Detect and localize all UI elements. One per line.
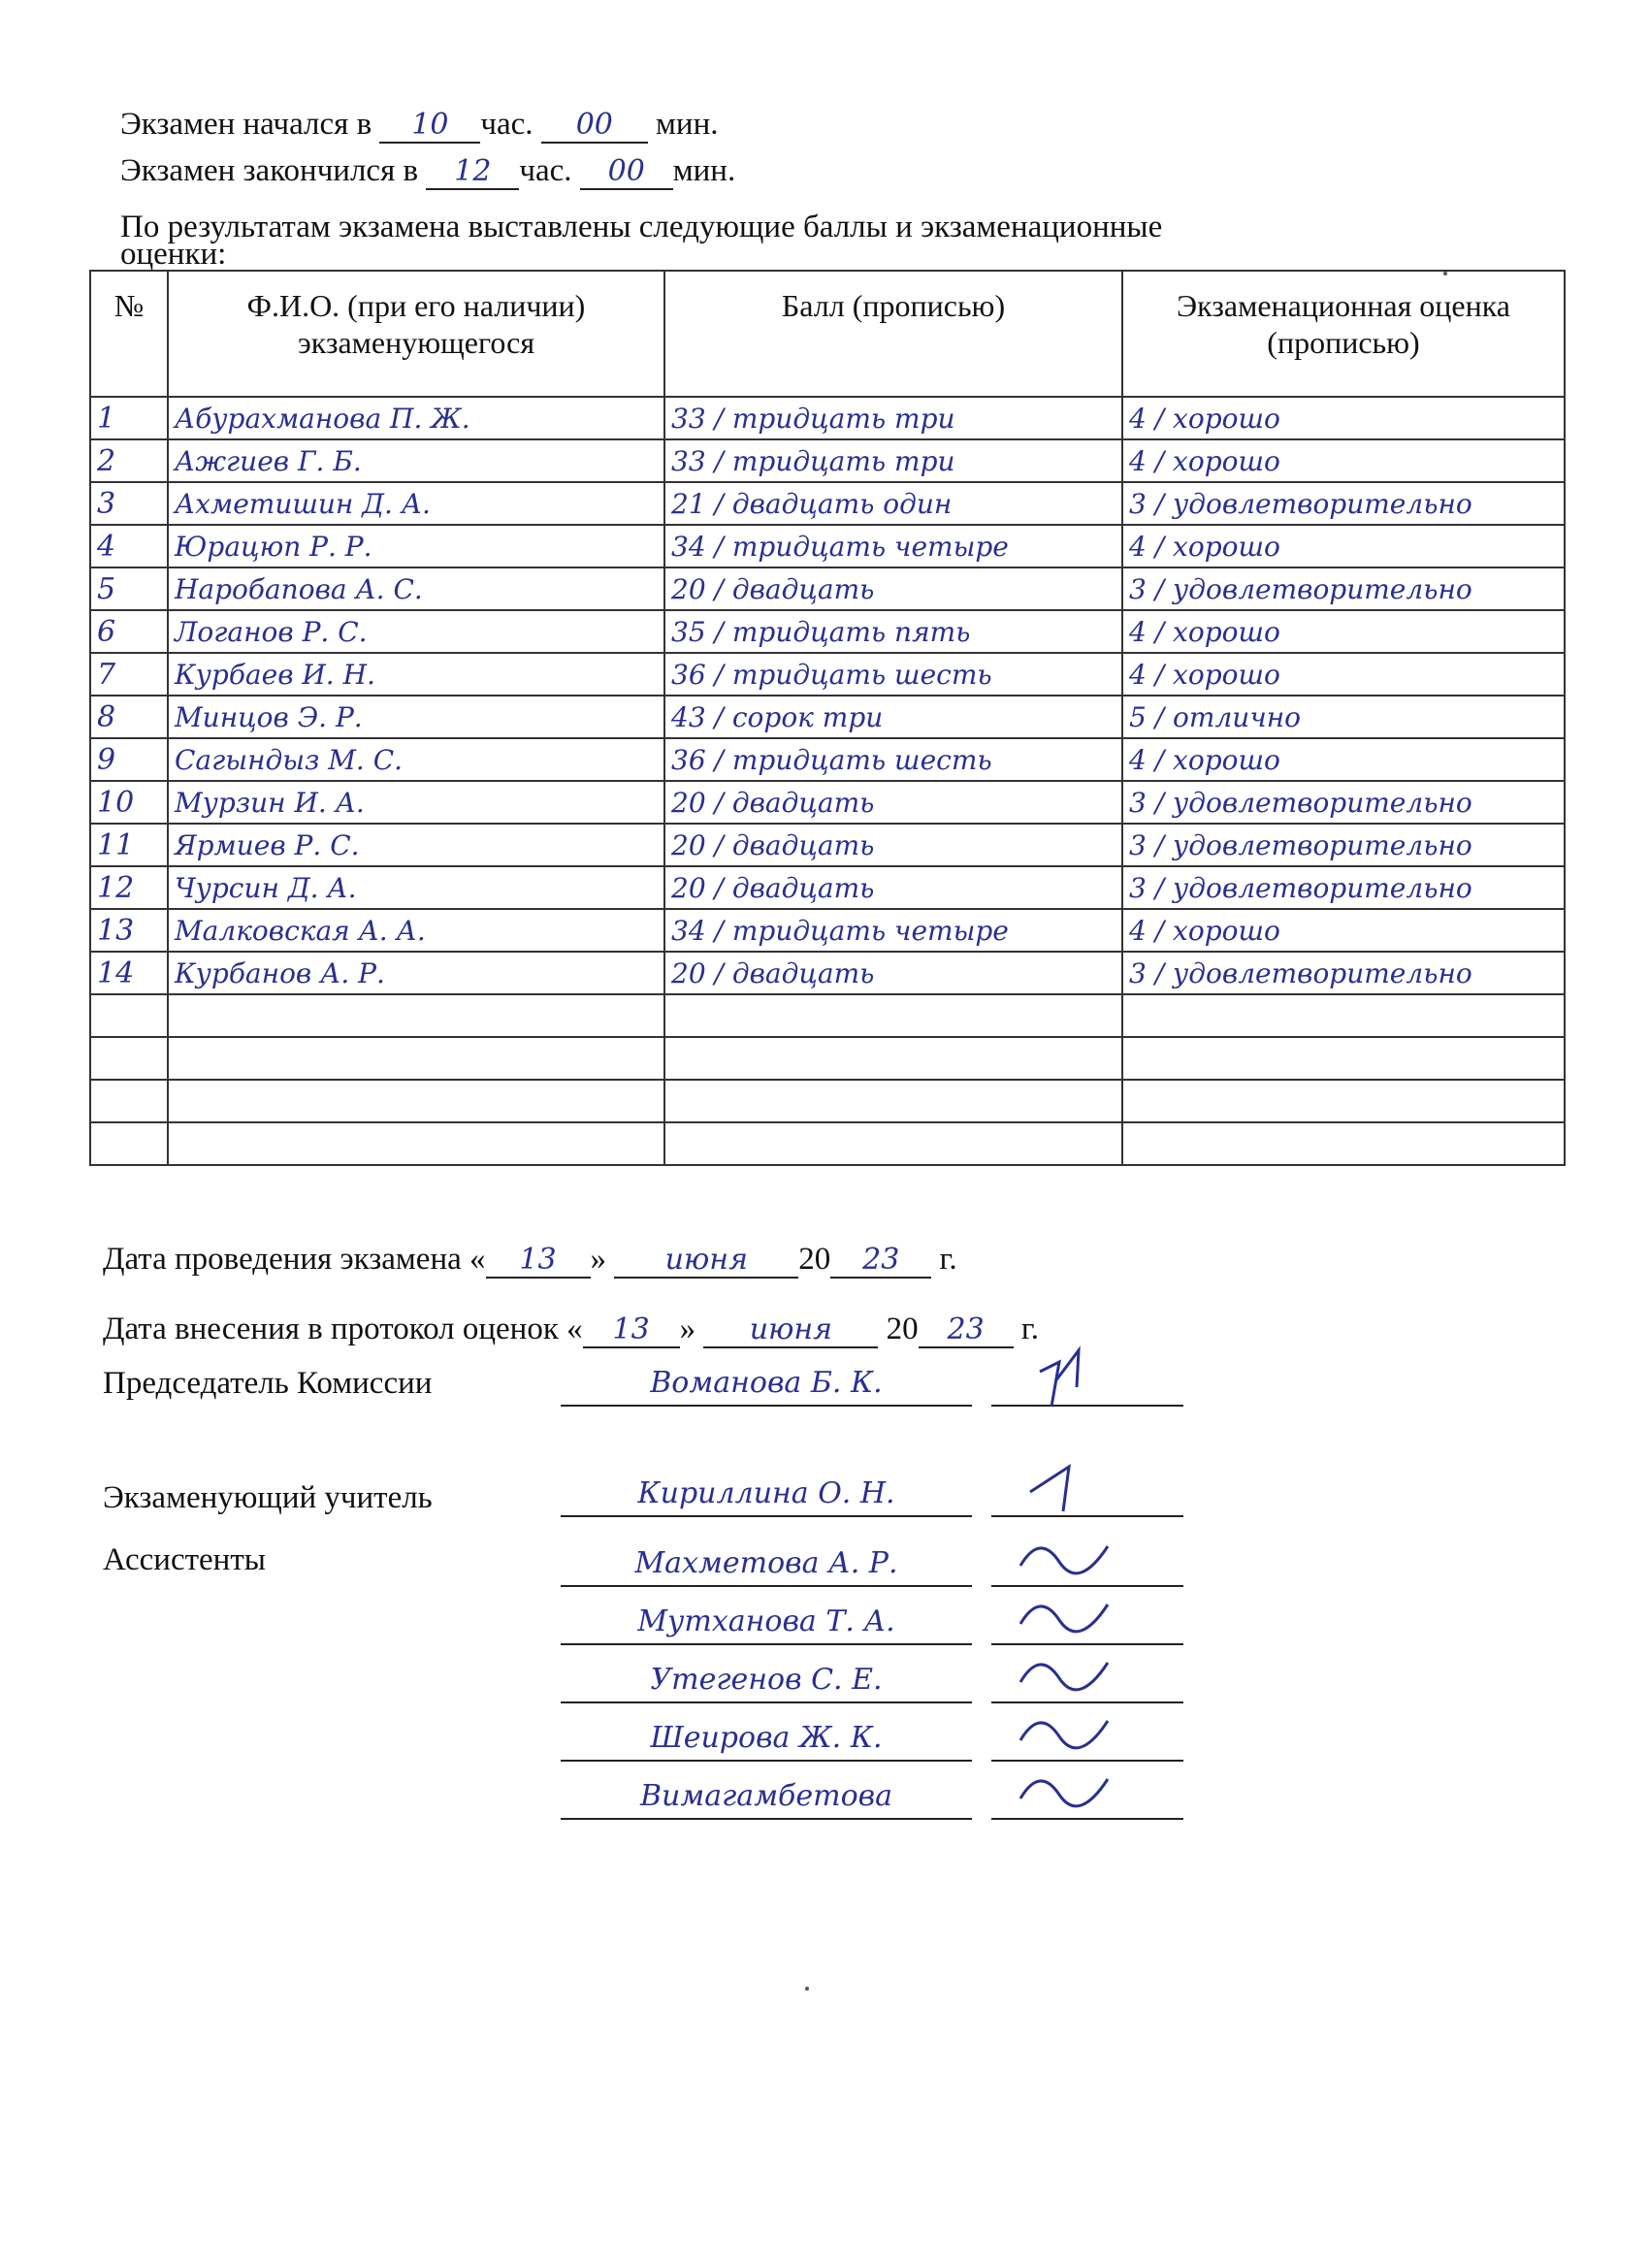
score-cell[interactable]: 20 / двадцать [664,952,1122,994]
row-number-cell[interactable]: 12 [90,866,168,909]
empty-cell[interactable] [90,1037,168,1080]
score-cell[interactable]: 43 / сорок три [664,696,1122,738]
record-date-line [103,1310,1039,1348]
empty-cell[interactable] [90,1122,168,1165]
end-min-field[interactable]: 00 [580,155,673,190]
teacher-name-field[interactable]: Кириллина О. Н. [561,1473,972,1517]
signature-mark-icon [1001,1581,1127,1639]
row-number-cell[interactable]: 7 [90,653,168,696]
score-cell[interactable]: 20 / двадцать [664,824,1122,866]
table-row [90,525,1565,567]
student-name-cell[interactable]: Юрацюп Р. Р. [168,525,664,567]
chair-label: Председатель Комиссии [103,1366,433,1401]
exam-date-label: Дата проведения экзамена « [103,1242,486,1277]
grade-cell[interactable]: 4 / хорошо [1122,909,1565,952]
teacher-signature [991,1473,1183,1517]
student-name-cell[interactable]: Минцов Э. Р. [168,696,664,738]
start-min-field[interactable]: 00 [541,109,648,144]
student-name-cell[interactable]: Сагындыз М. С. [168,738,664,781]
empty-cell[interactable] [1122,1122,1565,1165]
grade-cell[interactable]: 3 / удовлетворительно [1122,567,1565,610]
row-number-cell[interactable]: 14 [90,952,168,994]
empty-cell[interactable] [90,994,168,1037]
grade-cell[interactable]: 4 / хорошо [1122,439,1565,482]
table-row [90,824,1565,866]
row-number-cell[interactable]: 9 [90,738,168,781]
exam-date-line [103,1240,957,1279]
exam-year-field[interactable]: 23 [830,1244,931,1279]
grades-body [90,397,1565,1165]
grade-cell[interactable]: 4 / хорошо [1122,525,1565,567]
row-number-cell[interactable]: 3 [90,482,168,525]
empty-cell[interactable] [664,1037,1122,1080]
score-cell[interactable]: 34 / тридцать четыре [664,909,1122,952]
exam-end-line [120,151,735,190]
grade-cell[interactable]: 4 / хорошо [1122,610,1565,653]
year-suffix: г. [939,1242,957,1277]
col-header-score: Балл (прописью) [664,271,1122,397]
col-header-name: Ф.И.О. (при его наличии) экзаменующегося [168,271,664,397]
assistant-name-field[interactable]: Утегенов С. Е. [561,1659,972,1703]
exam-day-field[interactable]: 13 [486,1244,591,1279]
row-number-cell[interactable]: 13 [90,909,168,952]
scan-speck [1443,272,1447,275]
empty-cell[interactable] [664,994,1122,1037]
student-name-cell[interactable]: Курбаев И. Н. [168,653,664,696]
row-number-cell[interactable]: 2 [90,439,168,482]
table-row [90,909,1565,952]
assistant-signature [991,1775,1183,1820]
grade-cell[interactable]: 3 / удовлетворительно [1122,781,1565,824]
empty-table-row [90,1037,1565,1080]
assistant-name-field[interactable]: Мутханова Т. А. [561,1601,972,1645]
score-cell[interactable]: 36 / тридцать шесть [664,738,1122,781]
empty-table-row [90,994,1565,1037]
empty-cell[interactable] [168,1080,664,1122]
empty-cell[interactable] [664,1122,1122,1165]
signature-mark-icon [1001,1523,1127,1581]
score-cell[interactable]: 36 / тридцать шесть [664,653,1122,696]
min-label: мин. [656,107,719,142]
empty-cell[interactable] [168,1122,664,1165]
empty-cell[interactable] [664,1080,1122,1122]
record-date-label: Дата внесения в протокол оценок « [103,1312,583,1346]
table-row [90,738,1565,781]
student-name-cell[interactable]: Мурзин И. А. [168,781,664,824]
table-row [90,653,1565,696]
exam-month-field[interactable]: июня [614,1244,798,1279]
table-row [90,567,1565,610]
grade-cell[interactable]: 3 / удовлетворительно [1122,824,1565,866]
table-header-row [90,271,1565,397]
score-cell[interactable]: 35 / тридцать пять [664,610,1122,653]
table-row [90,610,1565,653]
hour-label: час. [480,107,534,142]
col-header-number: № [90,271,168,397]
student-name-cell[interactable]: Ахметишин Д. А. [168,482,664,525]
exam-end-label: Экзамен закончился в [120,153,419,188]
assistant-name-field[interactable]: Махметова А. Р. [561,1542,972,1587]
row-number-cell[interactable]: 6 [90,610,168,653]
row-number-cell[interactable]: 11 [90,824,168,866]
empty-cell[interactable] [168,1037,664,1080]
table-row [90,397,1565,439]
exam-start-label: Экзамен начался в [120,107,372,142]
signature-mark-icon [1001,1756,1127,1814]
table-row [90,866,1565,909]
student-name-cell[interactable]: Абурахманова П. Ж. [168,397,664,439]
table-row [90,952,1565,994]
row-number-cell[interactable]: 1 [90,397,168,439]
record-month-field[interactable]: июня [703,1313,878,1348]
empty-cell[interactable] [168,994,664,1037]
results-intro: По результатам экзамена выставлены следующие баллы и экзаменационные [120,210,1163,244]
assistant-name-field[interactable]: Вимагамбетова [561,1775,972,1820]
student-name-cell[interactable]: Логанов Р. С. [168,610,664,653]
record-day-field[interactable]: 13 [583,1313,680,1348]
grade-cell[interactable]: 3 / удовлетворительно [1122,866,1565,909]
student-name-cell[interactable]: Чурсин Д. А. [168,866,664,909]
row-number-cell[interactable]: 8 [90,696,168,738]
assistants-label: Ассистенты [103,1542,266,1577]
score-cell[interactable]: 20 / двадцать [664,866,1122,909]
table-row [90,482,1565,525]
student-name-cell[interactable]: Ярмиев Р. С. [168,824,664,866]
empty-cell[interactable] [90,1080,168,1122]
exam-start-line [120,105,719,144]
results-intro-cont: оценки: [120,237,227,272]
record-year-field[interactable]: 23 [919,1313,1014,1348]
quote-close: » [590,1242,607,1277]
grade-cell[interactable]: 4 / хорошо [1122,397,1565,439]
empty-cell[interactable] [1122,1037,1565,1080]
scan-speck [805,1987,809,1991]
empty-table-row [90,1122,1565,1165]
grade-cell[interactable]: 5 / отлично [1122,696,1565,738]
empty-cell[interactable] [1122,1080,1565,1122]
row-number-cell[interactable]: 5 [90,567,168,610]
student-name-cell[interactable]: Малковская А. А. [168,909,664,952]
grade-cell[interactable]: 3 / удовлетворительно [1122,482,1565,525]
table-row [90,439,1565,482]
grade-cell[interactable]: 3 / удовлетворительно [1122,952,1565,994]
teacher-label: Экзаменующий учитель [103,1480,433,1515]
col-header-grade: Экзаменационная оценка (прописью) [1122,271,1565,397]
end-hour-field[interactable]: 12 [426,155,519,190]
table-row [90,696,1565,738]
score-cell[interactable]: 21 / двадцать один [664,482,1122,525]
start-hour-field[interactable]: 10 [379,109,480,144]
grade-cell[interactable]: 4 / хорошо [1122,738,1565,781]
grades-table [89,270,1566,1166]
empty-cell[interactable] [1122,994,1565,1037]
signature-mark-icon [1001,1639,1127,1698]
empty-table-row [90,1080,1565,1122]
score-cell[interactable]: 34 / тридцать четыре [664,525,1122,567]
chair-signature [991,1362,1183,1407]
hour-label: час. [519,153,572,188]
signature-mark-icon [1001,1453,1117,1521]
chair-name-field[interactable]: Воманова Б. К. [561,1362,972,1407]
year-suffix: г. [1020,1312,1039,1346]
quote-close: » [679,1312,696,1346]
year-prefix: 20 [886,1312,919,1346]
score-cell[interactable]: 33 / тридцать три [664,439,1122,482]
signature-mark-icon [1001,1698,1127,1756]
student-name-cell[interactable]: Наробапова А. С. [168,567,664,610]
signature-mark-icon [1001,1343,1117,1410]
student-name-cell[interactable]: Ажгиев Г. Б. [168,439,664,482]
score-cell[interactable]: 20 / двадцать [664,781,1122,824]
score-cell[interactable]: 33 / тридцать три [664,397,1122,439]
year-prefix: 20 [798,1242,831,1277]
min-label: мин. [672,153,736,188]
student-name-cell[interactable]: Курбанов А. Р. [168,952,664,994]
assistant-name-field[interactable]: Шеирова Ж. К. [561,1717,972,1762]
row-number-cell[interactable]: 4 [90,525,168,567]
table-row [90,781,1565,824]
grade-cell[interactable]: 4 / хорошо [1122,653,1565,696]
score-cell[interactable]: 20 / двадцать [664,567,1122,610]
row-number-cell[interactable]: 10 [90,781,168,824]
